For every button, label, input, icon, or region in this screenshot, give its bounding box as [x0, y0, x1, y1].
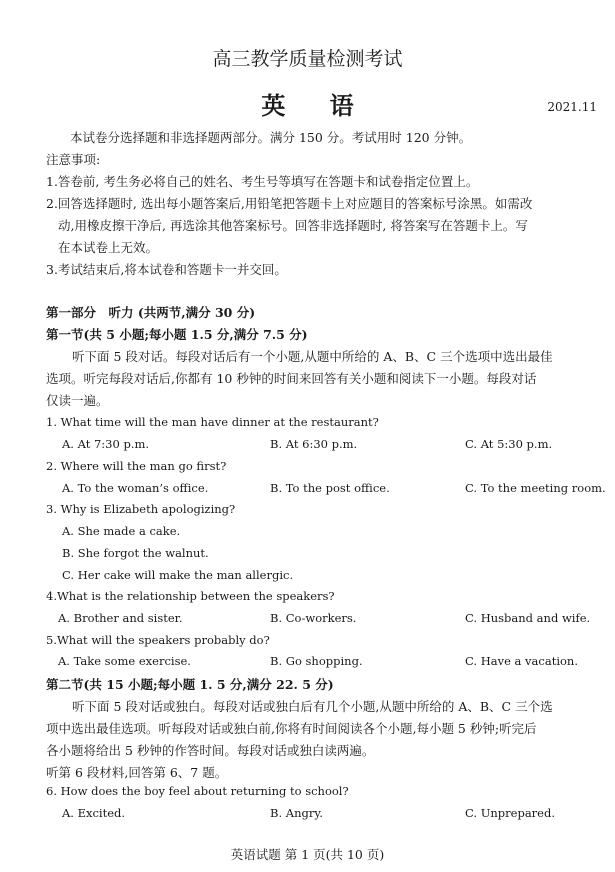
q1-option-c: C. At 5:30 p.m. [465, 437, 553, 451]
subject-title: 英 语 [261, 91, 372, 120]
question-6: 6. How does the boy feel about returning to school? [46, 784, 349, 798]
q2-option-a: A. To the woman’s office. [62, 481, 209, 495]
q3-option-a: A. She made a cake. [62, 524, 181, 538]
question-1: 1. What time will the man have dinner at the restaurant? [46, 415, 379, 429]
intro-description: 本试卷分选择题和非选择题两部分。满分 150 分。考试用时 120 分钟。 [70, 130, 472, 145]
note-1: 1.答卷前, 考生务必将自己的姓名、考生号等填写在答题卡和试卷指定位置上。 [46, 174, 479, 189]
note-2-line-2: 动,用橡皮擦干净后, 再选涂其他答案标号。回答非选择题时, 将答案写在答题卡上。写 [58, 218, 528, 233]
listen-material-6: 听第 6 段材料,回答第 6、7 题。 [46, 765, 228, 780]
q6-option-a: A. Excited. [62, 806, 126, 820]
section2-instruction-3: 各小题将给出 5 秒钟的作答时间。每段对话或独白读两遍。 [46, 743, 375, 758]
q2-option-c: C. To the meeting room. [465, 481, 606, 495]
question-3: 3. Why is Elizabeth apologizing? [46, 502, 236, 516]
section1-instruction-2: 选项。听完每段对话后,你都有 10 秒钟的时间来回答有关小题和阅读下一小题。每段对话 [46, 371, 537, 386]
note-3: 3.考试结束后,将本试卷和答题卡一并交回。 [46, 262, 287, 277]
section2-heading: 第二节(共 15 小题;每小题 1. 5 分,满分 22. 5 分) [46, 677, 334, 692]
section2-instruction-1: 听下面 5 段对话或独白。每段对话或独白后有几个小题,从题中所给的 A、B、C 三个选 [72, 699, 553, 714]
note-2-line-3: 在本试卷上无效。 [58, 240, 159, 255]
question-5: 5.What will the speakers probably do? [46, 633, 270, 647]
q5-option-a: A. Take some exercise. [58, 654, 191, 668]
q4-option-c: C. Husband and wife. [465, 611, 591, 625]
exam-title: 高三教学质量检测考试 [212, 48, 403, 70]
question-2: 2. Where will the man go first? [46, 459, 227, 473]
exam-date: 2021.11 [547, 100, 597, 114]
q6-option-c: C. Unprepared. [465, 806, 556, 820]
section1-instruction-1: 听下面 5 段对话。每段对话后有一个小题,从题中所给的 A、B、C 三个选项中选出最佳 [72, 349, 553, 364]
section1-instruction-3: 仅读一遍。 [46, 393, 109, 408]
q3-option-c: C. Her cake will make the man allergic. [62, 568, 294, 582]
question-4: 4.What is the relationship between the speakers? [46, 589, 335, 603]
q5-option-c: C. Have a vacation. [465, 654, 578, 668]
notes-label: 注意事项: [46, 152, 101, 167]
q2-option-b: B. To the post office. [270, 481, 390, 495]
section2-instruction-2: 项中选出最佳选项。听每段对话或独白前,你将有时间阅读各个小题,每小题 5 秒钟;听完后 [46, 721, 537, 736]
q4-option-a: A. Brother and sister. [58, 611, 183, 625]
q6-option-b: B. Angry. [270, 806, 323, 820]
q5-option-b: B. Go shopping. [270, 654, 363, 668]
note-2-line-1: 2.回答选择题时, 选出每小题答案后,用铅笔把答题卡上对应题目的答案标号涂黑。如需改 [46, 196, 533, 211]
q3-option-b: B. She forgot the walnut. [62, 546, 209, 560]
page-footer: 英语试题 第 1 页(共 10 页) [230, 847, 385, 862]
q1-option-b: B. At 6:30 p.m. [270, 437, 358, 451]
section1-heading: 第一节(共 5 小题;每小题 1.5 分,满分 7.5 分) [46, 327, 308, 342]
part1-heading: 第一部分 听力 (共两节,满分 30 分) [46, 305, 256, 320]
q4-option-b: B. Co-workers. [270, 611, 357, 625]
q1-option-a: A. At 7:30 p.m. [62, 437, 150, 451]
